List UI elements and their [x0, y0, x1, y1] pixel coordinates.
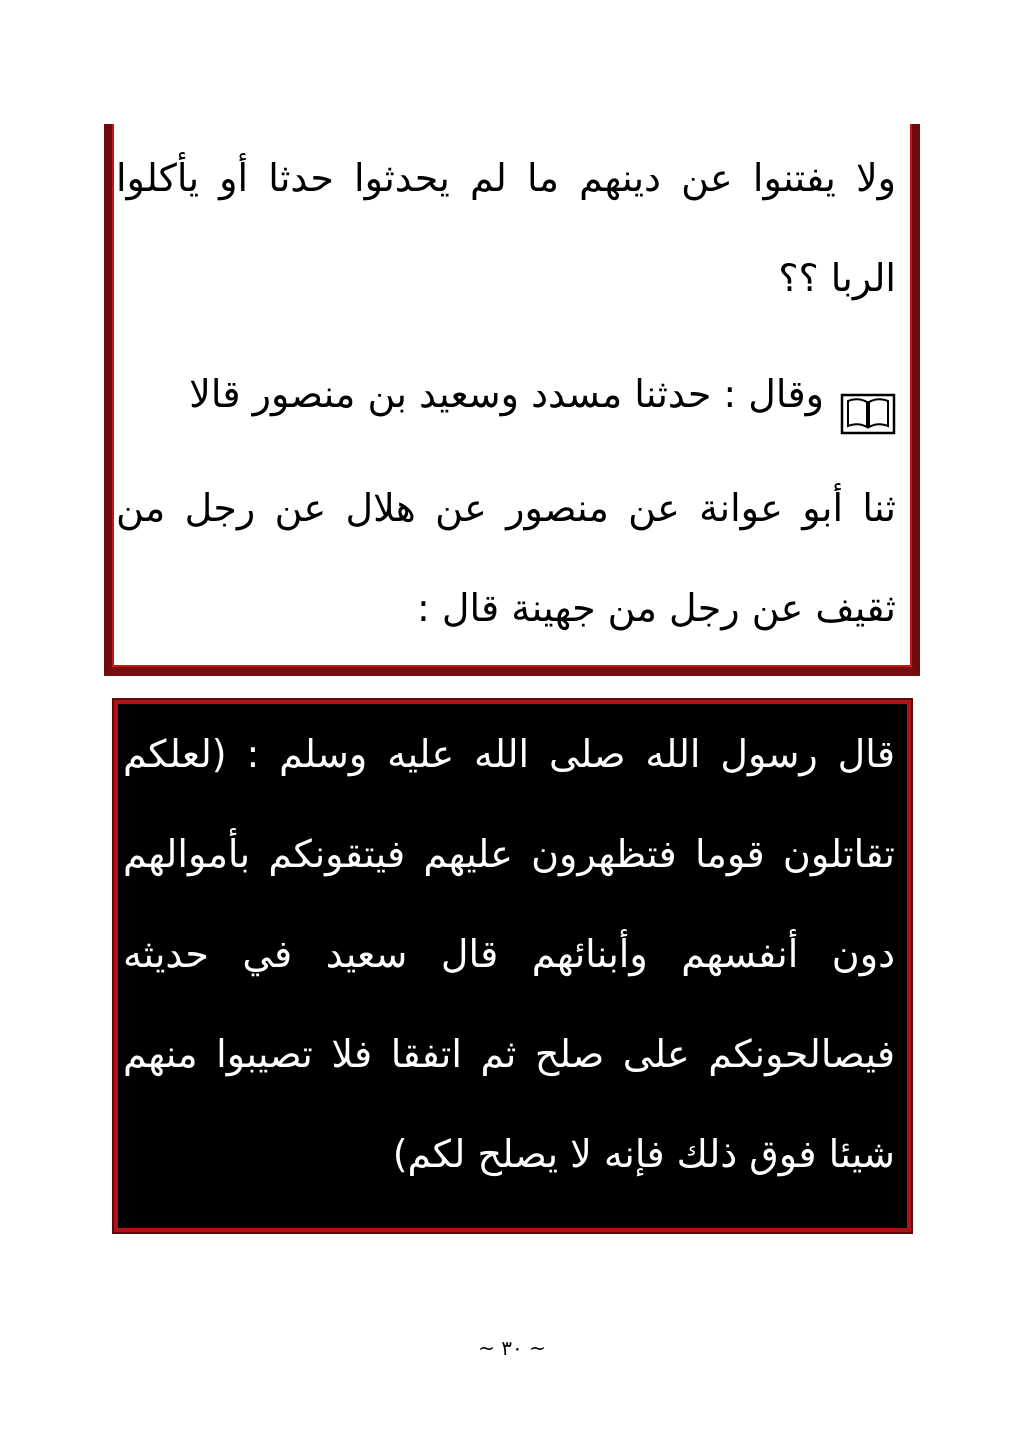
hadith-line: تقاتلون قوما فتظهرون عليهم فيتقونكم بأموالهم	[123, 832, 895, 876]
narration-line: ولا يفتنوا عن دينهم ما لم يحدثوا حدثا أو يأكلوا	[116, 156, 896, 200]
book-icon	[840, 374, 896, 420]
hadith-line: قال رسول الله صلى الله عليه وسلم : (لعلكم	[123, 732, 895, 776]
page-number: ~ ٣٠ ~	[478, 1336, 546, 1360]
narration-text: وقال : حدثنا مسدد وسعيد بن منصور قالا	[189, 372, 824, 416]
narration-line-with-icon	[116, 344, 896, 444]
hadith-line: شيئا فوق ذلك فإنه لا يصلح لكم)	[392, 1132, 895, 1176]
narration-box	[104, 124, 920, 676]
hadith-line: دون أنفسهم وأبنائهم قال سعيد في حديثه	[123, 932, 895, 976]
hadith-box	[114, 700, 911, 1232]
narration-line: الربا ؟؟	[778, 256, 896, 300]
narration-line: ثقيف عن رجل من جهينة قال :	[416, 586, 896, 630]
hadith-line: فيصالحونكم على صلح ثم اتفقا فلا تصيبوا منهم	[123, 1032, 895, 1076]
narration-line: ثنا أبو عوانة عن منصور عن هلال عن رجل من	[116, 486, 896, 530]
